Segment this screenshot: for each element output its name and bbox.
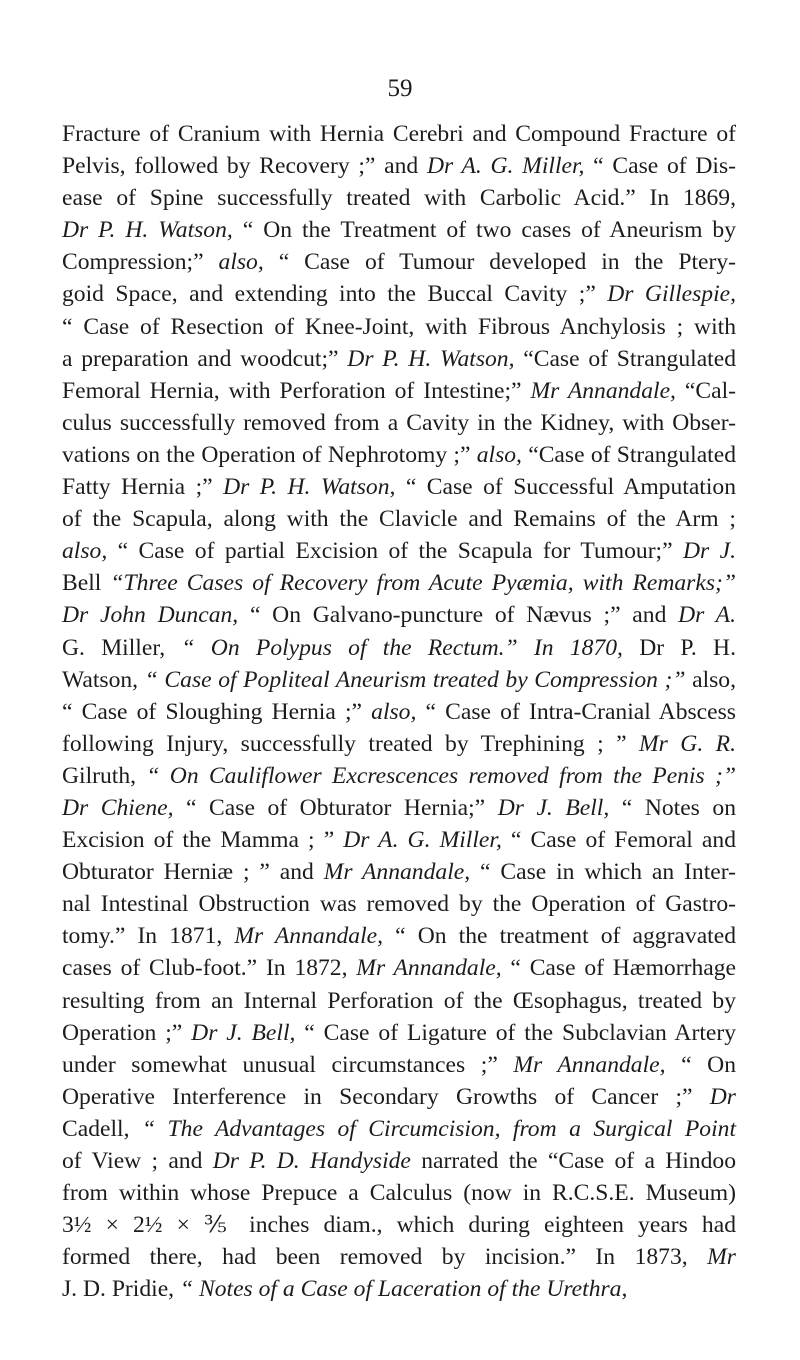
text-line: Dr John Duncan, “ On Galvano-puncture of Nævus ;” and Dr A. <box>62 602 736 629</box>
text-line: culus successfully removed from a Cavity in the Kidney, with Obser- <box>62 409 736 436</box>
italic-name: Dr P. H. Watson, <box>347 345 515 372</box>
italic-name: also, <box>371 698 417 725</box>
text-line: Operative Interference in Secondary Growths of Cancer ;” Dr <box>62 1083 736 1110</box>
text-line: a preparation and woodcut;” Dr P. H. Watson, “Case of Strangulated <box>62 345 737 372</box>
italic-name: “ Notes of a Case of Laceration of the Urethra, <box>174 1276 628 1303</box>
text-line: Compression;” also, “ Case of Tumour developed in the Ptery- <box>62 249 736 276</box>
text-line: G. Miller, “ On Polypus of the Rectum.” In 1870, Dr P. H. <box>62 634 736 661</box>
text-line: under somewhat unusual circumstances ;” Mr Annandale, “ On <box>62 1051 736 1078</box>
italic-name: “ Case of Popliteal Aneurism treated by Compression ;” <box>138 666 693 693</box>
italic-name: Dr Gillespie, <box>607 281 736 308</box>
text-line: Dr Chiene, “ Case of Obturator Hernia;” Dr J. Bell, “ Notes on <box>62 794 737 821</box>
italic-name: Mr Annandale, <box>530 377 676 404</box>
text-line: of View ; and Dr P. D. Handyside narrated the “Case of a Hindoo <box>62 1148 736 1174</box>
italic-name: Mr Annandale, <box>513 1051 666 1078</box>
italic-name: Mr <box>707 1244 736 1271</box>
text-line: Cadell, “ The Advantages of Circumcision, from a Surgical Point <box>62 1115 736 1142</box>
italic-name: also, <box>476 441 522 468</box>
italic-name: Mr Annandale, <box>234 923 384 950</box>
text-line: formed there, had been removed by incision.” In 1873, Mr <box>62 1244 736 1271</box>
text-line: 3½ × 2½ × ⅗ inches diam., which during eighteen years had <box>62 1212 736 1239</box>
italic-name: Dr P. D. Handyside <box>212 1148 411 1174</box>
italic-name: Dr A. G. Miller, <box>343 827 502 854</box>
italic-name: Dr P. H. Watson, <box>223 474 396 501</box>
italic-name: “Three Cases of Recovery from Acute Pyæmia, with Remarks;” <box>101 570 736 597</box>
italic-name: Dr John Duncan, <box>62 602 239 629</box>
text-line: Dr P. H. Watson, “ On the Treatment of two cases of Aneurism by <box>62 217 737 244</box>
text-line: from within whose Prepuce a Calculus (now in R.C.S.E. Museum) <box>62 1180 736 1207</box>
text-line: ease of Spine successfully treated with Carbolic Acid.” In 1869, <box>62 185 736 212</box>
text-line: Operation ;” Dr J. Bell, “ Case of Ligature of the Subclavian Artery <box>62 1019 737 1046</box>
text-line: Pelvis, followed by Recovery ;” and Dr A. G. Miller, “ Case of Dis- <box>62 153 736 180</box>
italic-name: Dr A. G. Miller, <box>426 153 585 180</box>
text-line: goid Space, and extending into the Buccal Cavity ;” Dr Gillespie, <box>62 281 736 308</box>
italic-name: “ On Cauliflower Excrescences removed from the Penis ;” <box>136 762 736 789</box>
italic-name: Dr A. <box>678 602 736 629</box>
text-line: tomy.” In 1871, Mr Annandale, “ On the treatment of aggravated <box>62 923 736 950</box>
body-text <box>62 118 736 1305</box>
text-line: Gilruth, “ On Cauliflower Excrescences removed from the Penis ;” <box>62 762 736 789</box>
text-line: nal Intestinal Obstruction was removed by the Operation of Gastro- <box>62 891 736 918</box>
italic-name: Mr G. R. <box>639 730 736 757</box>
text-line: following Injury, successfully treated by Trephining ; ” Mr G. R. <box>62 730 736 757</box>
text-line: “ Case of Sloughing Hernia ;” also, “ Case of Intra-Cranial Abscess <box>62 698 736 725</box>
page-number: 59 <box>387 75 413 102</box>
text-line: resulting from an Internal Perforation of the Œsophagus, treated by <box>62 987 736 1014</box>
text-line: J. D. Pridie, “ Notes of a Case of Laceration of the Urethra, <box>62 1276 628 1303</box>
text-line: Femoral Hernia, with Perforation of Intestine;” Mr Annandale, “Cal- <box>62 377 736 404</box>
text-line: Fatty Hernia ;” Dr P. H. Watson, “ Case of Successful Amputation <box>62 474 736 501</box>
italic-name: also, <box>218 249 264 276</box>
italic-name: Dr J. Bell, <box>191 1019 296 1046</box>
text-line: Watson, “ Case of Popliteal Aneurism treated by Compression ;” also, <box>62 666 736 693</box>
italic-name: Dr Chiene, <box>62 794 174 821</box>
text-line: “ Case of Resection of Knee-Joint, with Fibrous Anchylosis ; with <box>62 313 736 340</box>
italic-name: also, <box>62 538 108 565</box>
text-line: Obturator Herniæ ; ” and Mr Annandale, “ Case in which an Inter- <box>62 859 736 886</box>
text-line: vations on the Operation of Nephrotomy ;” also, “Case of Strangulated <box>62 441 736 468</box>
text-line: Excision of the Mamma ; ” Dr A. G. Miller, “ Case of Femoral and <box>62 827 736 854</box>
italic-name: Mr Annandale, <box>323 859 471 886</box>
italic-name: Dr J. <box>682 538 736 565</box>
italic-name: “ On Polypus of the Rectum.” In 1870, <box>165 634 640 661</box>
text-line: Fracture of Cranium with Hernia Cerebri and Compound Fracture of <box>62 121 736 147</box>
text-line: of the Scapula, along with the Clavicle and Remains of the Arm ; <box>62 506 736 533</box>
italic-name: Dr P. H. Watson, <box>62 217 233 244</box>
text-line: Bell “Three Cases of Recovery from Acute Pyæmia, with Remarks;” <box>62 570 736 597</box>
italic-name: Dr <box>709 1083 736 1110</box>
italic-name: “ The Advantages of Circumcision, from a Surgical Point <box>129 1115 736 1142</box>
text-line: also, “ Case of partial Excision of the Scapula for Tumour;” Dr J. <box>62 538 736 565</box>
italic-name: Dr J. Bell, <box>497 794 610 821</box>
text-line: cases of Club-foot.” In 1872, Mr Annandale, “ Case of Hæmorrhage <box>62 955 736 982</box>
italic-name: Mr Annandale, <box>356 955 502 982</box>
